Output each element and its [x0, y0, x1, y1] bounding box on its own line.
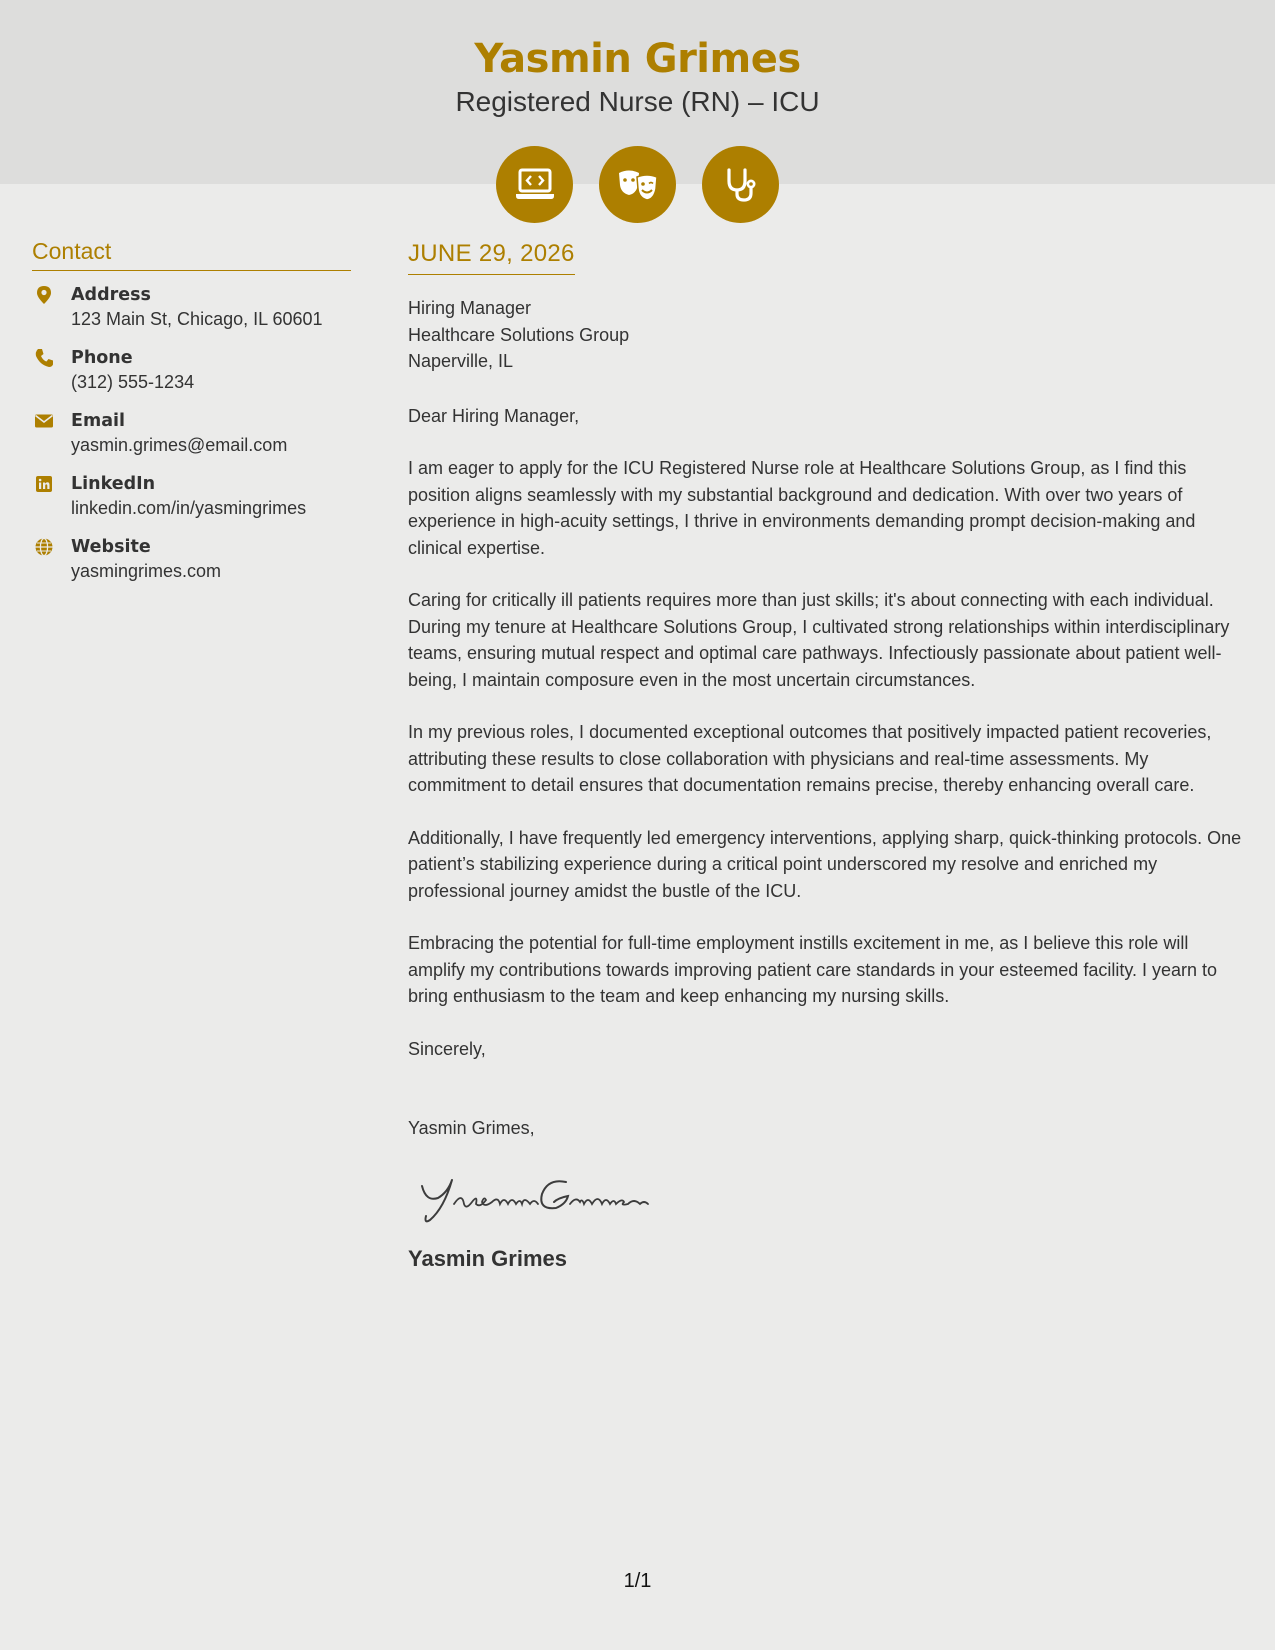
paragraph: Caring for critically ill patients requires more than just skills; it's about connecting with each individual. During my tenure at Healthcare Solutions Group, I cultivated strong relationships within interdisciplinary teams, ensuring mutual respect and optimal care pathways. Infectiously passionate about patient well-being, I maintain composure even in the most uncertain circumstances. — [408, 590, 1230, 690]
contact-item-phone — [32, 346, 351, 409]
globe-icon — [34, 537, 54, 557]
stethoscope-icon — [702, 146, 779, 223]
envelope-icon — [34, 411, 54, 431]
contact-value: 123 Main St, Chicago, IL 60601 — [71, 309, 323, 329]
contact-value[interactable]: yasmingrimes.com — [71, 561, 222, 581]
contact-item-email — [32, 409, 351, 472]
contact-item-address — [32, 283, 351, 346]
handwritten-signature — [408, 1168, 1248, 1230]
paragraph: Additionally, I have frequently led emergency interventions, applying sharp, quick-thinking protocols. One patient’s stabilizing experience during a critical point underscored my resolve and enriched my professional journey amidst the bustle of the ICU. — [408, 827, 1242, 901]
paragraph: In my previous roles, I documented exceptional outcomes that positively impacted patient recoveries, attributing these results to close collaboration with physicians and real-time assessments. My commitment to detail ensures that documentation remains precise, thereby enhancing overall care. — [408, 722, 1212, 795]
header-title: Registered Nurse (RN) – ICU — [455, 86, 820, 117]
theater-masks-icon — [599, 146, 676, 223]
signature-name: Yasmin Grimes — [408, 1245, 567, 1271]
contact-label: Website — [71, 537, 151, 557]
header-icons — [0, 146, 1275, 223]
contact-label: Email — [71, 411, 125, 431]
recipient-block — [408, 295, 1248, 375]
sidebar — [32, 238, 351, 598]
contact-value[interactable]: linkedin.com/in/yasmingrimes — [71, 498, 307, 518]
paragraph: Embracing the potential for full-time employment instills excitement in me, as I believe this role will amplify my contributions towards improving patient care standards in your esteemed facility. I yearn to bring enthusiasm to the team and keep enhancing my nursing skills. — [408, 933, 1218, 1006]
signoff: Yasmin Grimes, — [408, 1118, 535, 1138]
contact-item-linkedin — [32, 472, 351, 535]
phone-icon — [34, 348, 54, 368]
contact-value[interactable]: yasmin.grimes@email.com — [71, 435, 288, 455]
header-name: Yasmin Grimes — [474, 36, 801, 82]
contact-list — [32, 283, 351, 598]
laptop-code-icon — [496, 146, 573, 223]
recipient-line: Naperville, IL — [408, 351, 514, 371]
letter-date: JUNE 29, 2026 — [408, 240, 575, 275]
contact-label: LinkedIn — [71, 474, 156, 494]
paragraph: I am eager to apply for the ICU Registered Nurse role at Healthcare Solutions Group, as I find this position aligns seamlessly with my substantial background and dedication. With over two years of experience in high-acuity settings, I thrive in environments demanding prompt decision-making and clinical expertise. — [408, 458, 1196, 558]
closing: Sincerely, — [408, 1038, 486, 1059]
contact-value: (312) 555-1234 — [71, 372, 195, 392]
recipient-line: Healthcare Solutions Group — [408, 324, 630, 345]
page-number: 1/1 — [623, 1570, 652, 1592]
recipient-line: Hiring Manager — [408, 298, 532, 318]
letter-body — [408, 240, 1248, 1272]
salutation: Dear Hiring Manager, — [408, 405, 580, 426]
contact-label: Address — [71, 285, 151, 305]
contact-item-website — [32, 535, 351, 598]
contact-heading: Contact — [32, 238, 351, 271]
contact-label: Phone — [71, 348, 133, 368]
map-pin-icon — [34, 285, 54, 305]
linkedin-icon — [34, 474, 54, 494]
